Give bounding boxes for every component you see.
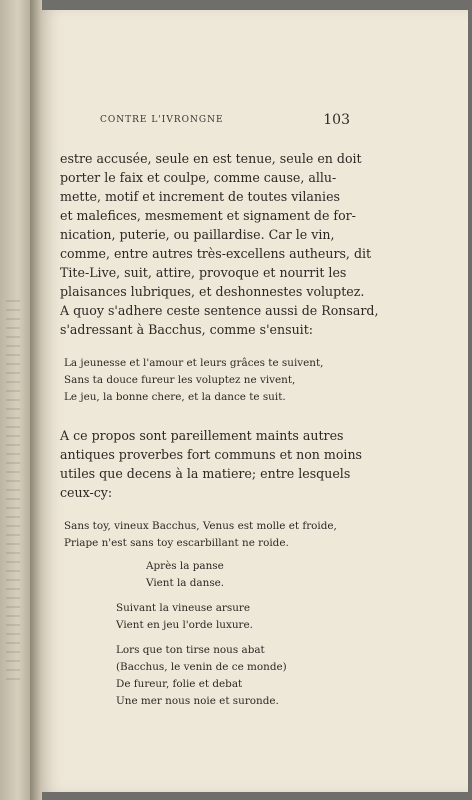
running-head: CONTRE L'IVRONGNE: [100, 115, 224, 125]
verse-line: (Bacchus, le venin de ce monde): [116, 661, 287, 673]
verse-tirse: [60, 642, 385, 710]
page-header: [100, 112, 350, 132]
verse-line: Suivant la vineuse arsure: [116, 602, 251, 614]
text-line: A quoy s'adhere ceste sentence aussi de Ronsard,: [60, 303, 379, 318]
verse-arsure: [60, 600, 385, 634]
page-text: [60, 138, 385, 710]
verse-panse: [60, 558, 385, 592]
verse-line: Priape n'est sans toy escarbillant ne roide.: [64, 537, 289, 549]
text-line: plaisances lubriques, et deshonnestes voluptez.: [60, 284, 365, 299]
verse-ronsard: [60, 355, 385, 406]
verse-line: Vient la danse.: [146, 577, 225, 589]
text-line: utiles que decens à la matiere; entre lesquels: [60, 466, 351, 481]
text-line: estre accusée, seule en est tenue, seule en doit: [60, 151, 362, 166]
verse-line: Le jeu, la bonne chere, et la dance te suit.: [64, 391, 286, 403]
text-line: et malefices, mesmement et signament de for-: [60, 208, 356, 223]
verse-line: Sans toy, vineux Bacchus, Venus est molle et froide,: [64, 520, 337, 532]
verse-line: Vient en jeu l'orde luxure.: [116, 619, 253, 631]
paragraph-1: [60, 149, 385, 339]
paragraph-2: [60, 426, 385, 502]
page-number: 103: [323, 112, 350, 128]
text-line: mette, motif et increment de toutes vilanies: [60, 189, 340, 204]
facing-page-edge: [0, 0, 30, 800]
verse-line: Après la panse: [146, 560, 224, 572]
text-line: Tite-Live, suit, attire, provoque et nourrit les: [60, 265, 347, 280]
text-line: porter le faix et coulpe, comme cause, allu-: [60, 170, 337, 185]
verse-line: Sans ta douce fureur les voluptez ne vivent,: [64, 374, 296, 386]
verse-line: Lors que ton tirse nous abat: [116, 644, 265, 656]
verse-line: La jeunesse et l'amour et leurs grâces te suivent,: [64, 357, 324, 369]
text-line: comme, entre autres très-excellens autheurs, dit: [60, 246, 372, 261]
text-line: antiques proverbes fort communs et non moins: [60, 447, 363, 462]
text-line: ceux-cy:: [60, 485, 113, 500]
text-line: s'adressant à Bacchus, comme s'ensuit:: [60, 322, 314, 337]
facing-page-bleed-through: [6, 300, 20, 680]
verse-couplet: [60, 518, 385, 552]
text-line: nication, puterie, ou paillardise. Car le vin,: [60, 227, 335, 242]
verse-line: Une mer nous noie et suronde.: [116, 695, 279, 707]
text-line: A ce propos sont pareillement maints autres: [60, 428, 344, 443]
verse-line: De fureur, folie et debat: [116, 678, 243, 690]
book-gutter: [30, 0, 42, 800]
